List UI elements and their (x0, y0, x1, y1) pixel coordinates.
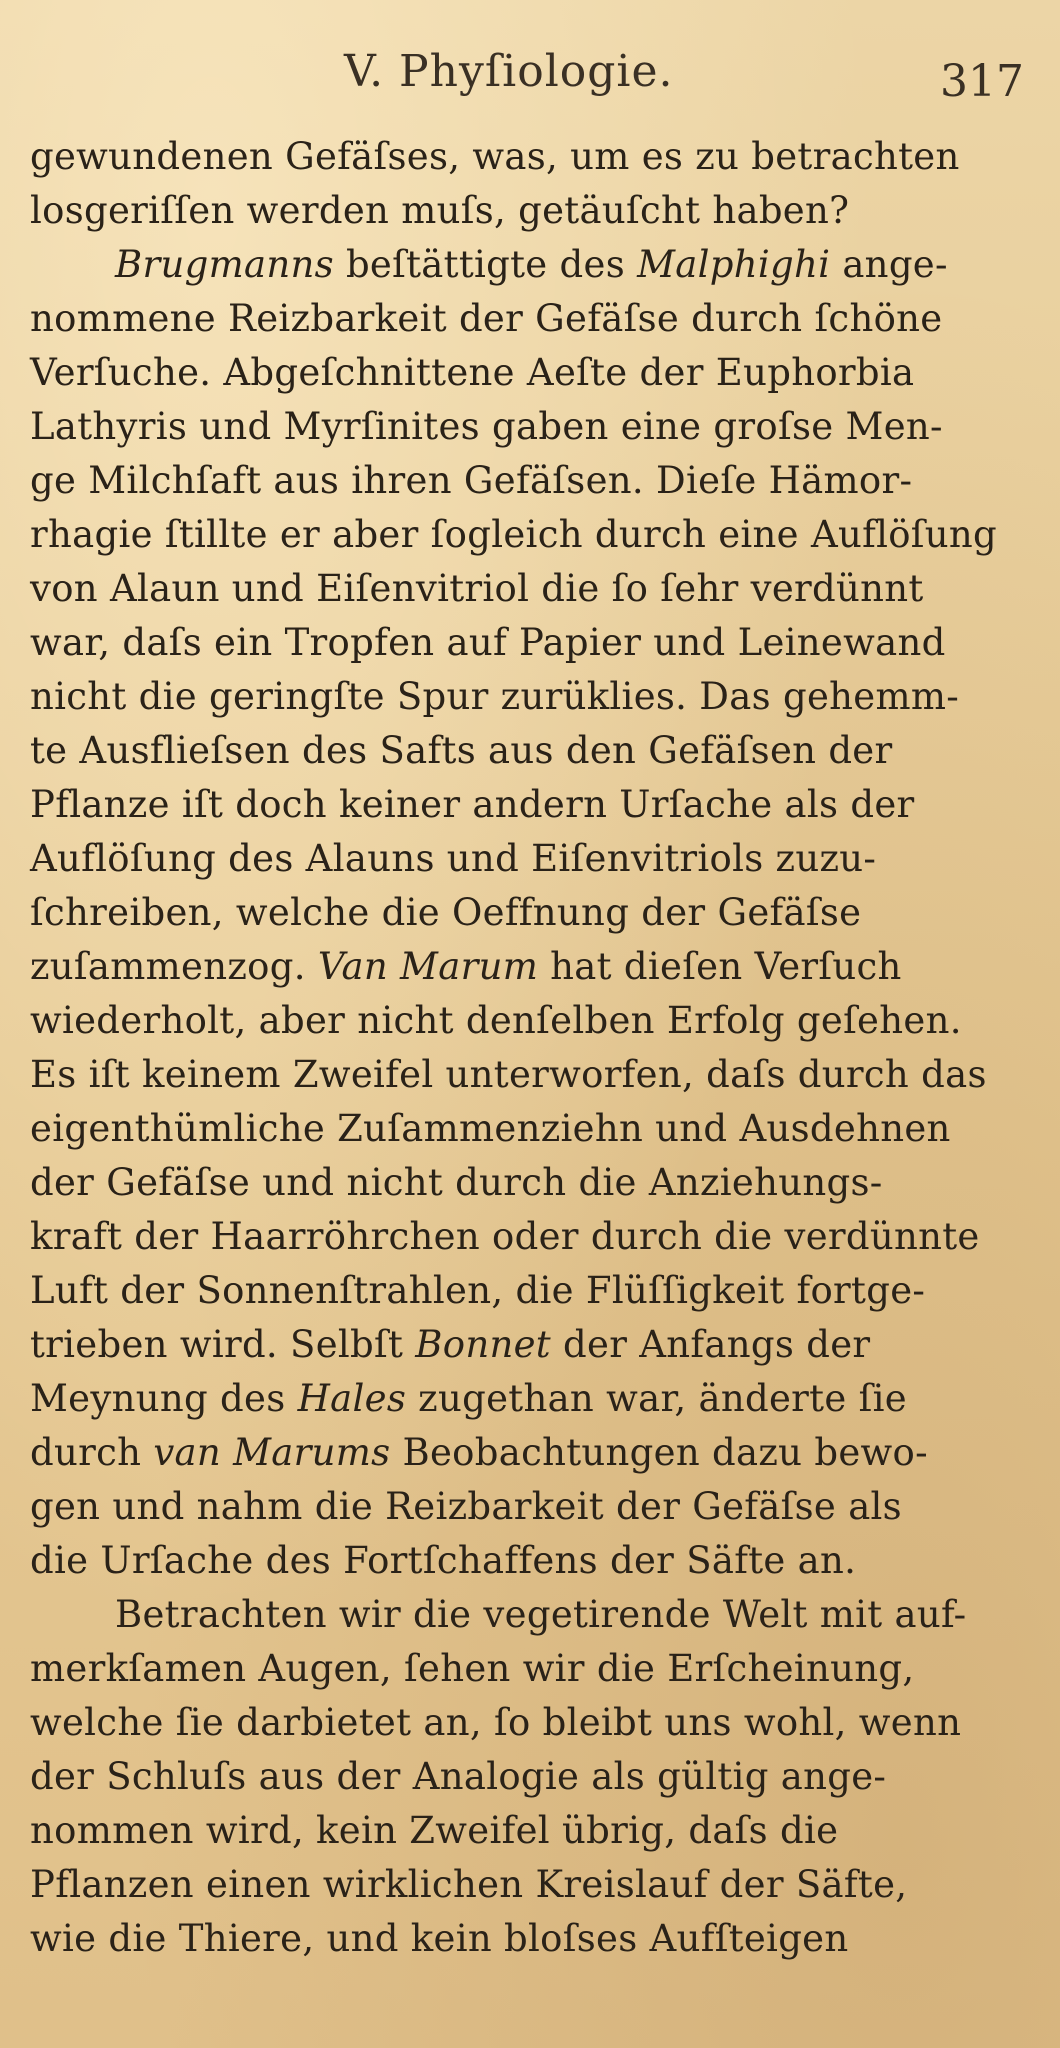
text-line (30, 130, 1030, 184)
text-line (30, 1210, 1030, 1264)
text-segment: gewundenen Gefäſses, was, um es zu betrachten (30, 135, 960, 178)
text-segment: wie die Thiere, und kein bloſses Aufſteigen (30, 1917, 849, 1960)
text-segment: nicht die geringſte Spur zurüklies. Das gehemm- (30, 675, 960, 718)
text-line (30, 994, 1030, 1048)
italic-name: van Marums (153, 1431, 391, 1474)
text-line (30, 292, 1030, 346)
text-segment: rhagie ſtillte er aber ſogleich durch eine Auflöſung (30, 513, 998, 556)
text-line (30, 1858, 1030, 1912)
page-header (0, 38, 1060, 108)
text-line (30, 1534, 1030, 1588)
text-line (30, 832, 1030, 886)
text-line (30, 1588, 1030, 1642)
italic-name: Bonnet (415, 1323, 551, 1366)
text-segment: te Ausflieſsen des Safts aus den Gefäſsen der (30, 729, 893, 772)
text-line (30, 238, 1030, 292)
text-segment: Es iſt keinem Zweifel unterworfen, daſs durch das (30, 1053, 987, 1096)
text-segment: durch (30, 1431, 154, 1474)
text-segment: nommen wird, kein Zweifel übrig, daſs die (30, 1809, 839, 1852)
page-number: 317 (940, 56, 1024, 107)
text-line (30, 724, 1030, 778)
text-line (30, 1696, 1030, 1750)
text-line (30, 1264, 1030, 1318)
text-line (30, 886, 1030, 940)
text-line (30, 508, 1030, 562)
text-segment: Beobachtungen dazu bewo- (390, 1431, 928, 1474)
text-line (30, 1156, 1030, 1210)
text-line (30, 1480, 1030, 1534)
text-segment: Pflanzen einen wirklichen Kreislauf der Säfte, (30, 1863, 908, 1906)
text-segment: eigenthümliche Zuſammenziehn und Ausdehnen (30, 1107, 951, 1150)
running-head: V. Phyſiologie. (344, 46, 674, 97)
text-line (30, 670, 1030, 724)
text-line (30, 1642, 1030, 1696)
italic-name: Van Marum (317, 945, 539, 988)
text-line (30, 1750, 1030, 1804)
text-line (30, 1318, 1030, 1372)
text-segment: der Gefäſse und nicht durch die Anziehungs- (30, 1161, 883, 1204)
italic-name: Malphighi (637, 243, 831, 286)
italic-name: Brugmanns (115, 243, 334, 286)
text-segment: ge Milchſaft aus ihren Gefäſsen. Dieſe Hämor- (30, 459, 913, 502)
text-segment: hat dieſen Verſuch (538, 945, 902, 988)
text-line (30, 1102, 1030, 1156)
text-line (30, 778, 1030, 832)
text-segment: Luft der Sonnenſtrahlen, die Flüſſigkeit fortge- (30, 1269, 926, 1312)
italic-name: Hales (297, 1377, 407, 1420)
text-segment: von Alaun und Eiſenvitriol die ſo ſehr verdünnt (30, 567, 924, 610)
text-line (30, 562, 1030, 616)
text-segment: ſchreiben, welche die Oeffnung der Gefäſse (30, 891, 862, 934)
text-line (30, 454, 1030, 508)
text-segment: Verſuche. Abgeſchnittene Aeſte der Euphorbia (30, 351, 915, 394)
text-segment: war, daſs ein Tropfen auf Papier und Leinewand (30, 621, 946, 664)
text-segment: Pflanze iſt doch keiner andern Urſache als der (30, 783, 915, 826)
text-segment: nommene Reizbarkeit der Gefäſse durch ſchöne (30, 297, 943, 340)
text-segment: zugethan war, änderte ſie (406, 1377, 907, 1420)
text-segment: losgeriſſen werden muſs, getäuſcht haben? (30, 189, 850, 232)
text-segment: Lathyris und Myrſinites gaben eine groſse Men- (30, 405, 943, 448)
text-segment: wiederholt, aber nicht denſelben Erfolg geſehen. (30, 999, 962, 1042)
text-segment: merkſamen Augen, ſehen wir die Erſcheinung, (30, 1647, 915, 1690)
text-segment: ange- (830, 243, 948, 286)
text-line (30, 1804, 1030, 1858)
text-segment: kraft der Haarröhrchen oder durch die verdünnte (30, 1215, 980, 1258)
text-segment: gen und nahm die Reizbarkeit der Gefäſse als (30, 1485, 902, 1528)
text-line (30, 346, 1030, 400)
text-line (30, 616, 1030, 670)
body-text (30, 130, 1030, 1966)
text-segment: der Schluſs aus der Analogie als gültig ange- (30, 1755, 887, 1798)
text-segment: zuſammenzog. (30, 945, 318, 988)
text-segment: die Urſache des Fortſchaffens der Säfte an. (30, 1539, 857, 1582)
text-segment: trieben wird. Selbſt (30, 1323, 416, 1366)
text-line (30, 1426, 1030, 1480)
text-line (30, 400, 1030, 454)
text-segment: der Anfangs der (550, 1323, 871, 1366)
text-line (30, 940, 1030, 994)
text-segment: Betrachten wir die vegetirende Welt mit auf- (115, 1593, 967, 1636)
text-segment: beſtättigte des (333, 243, 638, 286)
text-line (30, 1048, 1030, 1102)
text-segment: welche ſie darbietet an, ſo bleibt uns wohl, wenn (30, 1701, 962, 1744)
text-line (30, 184, 1030, 238)
text-line (30, 1912, 1030, 1966)
text-segment: Meynung des (30, 1377, 298, 1420)
text-line (30, 1372, 1030, 1426)
text-segment: Auflöſung des Alauns und Eiſenvitriols zuzu- (30, 837, 877, 880)
